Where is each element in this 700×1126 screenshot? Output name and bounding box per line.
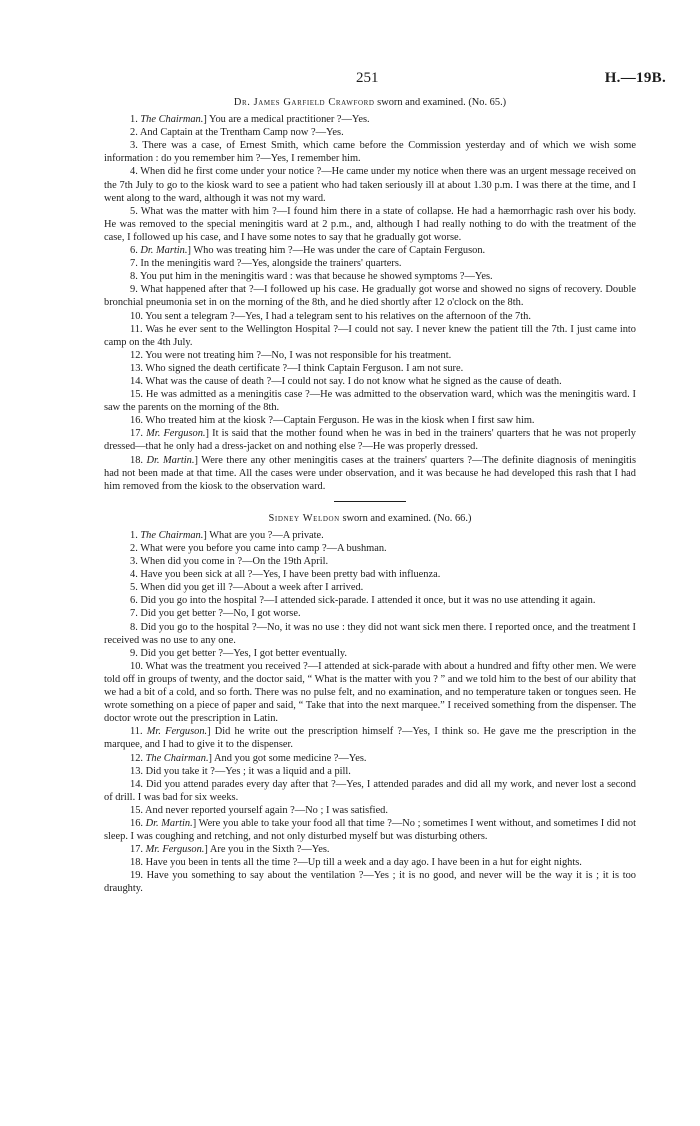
question-answer [104,270,636,283]
question-answer [104,165,636,204]
question-text: ] Did he write out the prescription himself ?—Yes, I think so. He gave me the prescription in the marquee, and I had to give it to the dispenser. [104,726,636,751]
question-answer [104,205,636,244]
question-number: 8. [130,621,138,633]
section-divider [334,501,406,502]
question-number: 5. [130,205,138,217]
page-number: 251 [356,70,379,86]
examiner-name: Dr. Martin. [145,817,193,829]
question-number: 14. [130,778,143,790]
question-number: 19. [130,870,143,882]
question-text: Have you been sick at all ?—Yes, I have been pretty bad with influenza. [140,569,441,581]
examiner-name: Mr. Ferguson. [146,726,208,738]
question-answer [104,310,636,323]
question-answer [104,244,636,257]
question-text: In the meningitis ward ?—Yes, alongside the trainers' quarters. [140,258,402,270]
question-number: 6. [130,595,138,607]
question-number: 4. [130,569,138,581]
witness-name: Dr. James Garfield Crawford [233,97,375,108]
question-answer [104,427,636,453]
question-text: Who signed the death certificate ?—I think Captain Ferguson. I am not sure. [145,362,464,374]
question-answer [104,804,636,817]
question-list [104,529,636,896]
question-number: 12. [130,349,143,361]
question-answer [104,454,636,493]
question-answer [104,568,636,581]
examiner-name: Mr. Ferguson. [145,844,205,856]
question-text: ] You are a medical practitioner ?—Yes. [203,114,370,126]
question-answer [104,660,636,725]
question-answer [104,542,636,555]
question-text: Did you get better ?—Yes, I got better eventually. [140,647,348,659]
question-number: 7. [130,608,138,620]
question-number: 1. [130,529,138,541]
question-text: Did you go into the hospital ?—I attended sick-parade. I attended it once, but it was no use attending it again. [140,595,596,607]
question-answer [104,349,636,362]
witness-heading [104,96,636,109]
witness-section-weldon [104,512,636,896]
question-text: ] Who was treating him ?—He was under the care of Captain Ferguson. [187,245,486,257]
witness-name: Sidney Weldon [268,512,340,524]
question-text: ] Were you able to take your food all that time ?—No ; sometimes I went without, and sometimes I did not sleep. I was coughing and retching, and not only disturbed myself but was disturbing others. [104,817,636,843]
question-answer [104,555,636,568]
question-number: 7. [130,258,138,270]
question-number: 16. [130,817,143,829]
question-text: ] Were there any other meningitis cases at the trainers' quarters ?—The definite diagnosis of meningitis had not been made at that time. All the cases were under observation, and it was because he had developed this rash that I had him removed from the kiosk to the observation ward. [104,454,636,492]
question-number: 10. [130,310,143,322]
question-number: 18. [130,857,143,869]
question-number: 9. [130,647,138,659]
question-text: Was he ever sent to the Wellington Hospital ?—I could not say. I never knew the patient till the 7th. I just came into camp on the 4th July. [104,323,636,348]
question-answer [104,126,636,139]
question-answer [104,817,636,843]
question-text: What happened after that ?—I followed up his case. He gradually got worse and showed no signs of recovery. Double bronchial pneumonia set in on the morning of the 8th, and he died shortly after 12 o'clock on the 8th. [104,284,636,309]
examiner-name: Dr. Martin. [140,245,188,257]
question-answer [104,375,636,388]
question-number: 3. [130,140,138,152]
question-answer [104,113,636,126]
question-number: 9. [130,284,138,296]
question-text: And Captain at the Trentham Camp now ?—Yes. [139,127,344,139]
question-number: 5. [130,582,138,594]
question-number: 18. [130,454,143,466]
question-answer [104,257,636,270]
question-text: Did you take it ?—Yes ; it was a liquid and a pill. [145,765,351,777]
question-number: 16. [130,415,143,427]
question-number: 11. [130,726,143,738]
witness-section-crawford [104,96,636,493]
question-list [104,113,636,493]
question-text: Did you go to the hospital ?—No, it was no use : they did not want sick men there. I reported once, and the treatment I received was no use to any one. [104,621,636,646]
question-text: What were you before you came into camp ?—A bushman. [140,543,387,554]
witness-heading [104,512,636,525]
question-answer [104,283,636,309]
question-text: What was the cause of death ?—I could not say. I do not know what he signed as the cause of death. [145,375,562,387]
question-text: Have you something to say about the ventilation ?—Yes ; it is no good, and never will be the way it is ; it is too draughty. [104,870,636,895]
question-text: ] And you got some medicine ?—Yes. [208,752,367,764]
question-number: 10. [130,660,143,672]
question-text: There was a case, of Ernest Smith, which came before the Commission yesterday and of which we wish some information : do you remember him ?—Yes, I remember him. [104,140,636,165]
question-answer [104,752,636,765]
question-number: 17. [130,428,143,440]
question-answer [104,529,636,542]
question-text: You were not treating him ?—No, I was not responsible for his treatment. [145,349,452,361]
question-number: 6. [130,245,138,257]
question-text: Have you been in tents all the time ?—Up till a week and a day ago. I have been in a hut for eight nights. [145,857,582,869]
question-answer [104,621,636,647]
question-text: When did you come in ?—On the 19th April. [140,556,329,568]
question-number: 4. [130,166,138,178]
question-answer [104,414,636,427]
examiner-name: The Chairman. [140,529,204,541]
question-answer [104,323,636,349]
examiner-name: Dr. Martin. [146,454,195,466]
question-text: You sent a telegram ?—Yes, I had a telegram sent to his relatives on the afternoon of the 7th. [145,310,531,322]
question-number: 1. [130,114,138,126]
examiner-name: The Chairman. [145,752,209,764]
question-text: What was the treatment you received ?—I attended at sick-parade with about a hundred and fifty other men. We were told off in groups of twenty, and the doctor said, “ What is the matter with you ? ” and we told him to the best of our ability that we had a bit of a cold, and so forth. There was no pulse felt, and no examination, and no temperature taken or tongues seen. He wrote something on a piece of paper and said, “ Take that into the next marquee.” I received something from the dispenser. The doctor wrote out the prescription in Latin. [104,660,636,725]
question-text: When did you get ill ?—About a week after I arrived. [140,582,364,594]
witness-heading-rest: sworn and examined. (No. 66.) [339,512,472,524]
examiner-name: Mr. Ferguson. [146,428,206,440]
question-answer [104,765,636,778]
question-number: 17. [130,844,143,856]
question-answer [104,362,636,375]
question-number: 8. [130,271,138,283]
question-number: 15. [130,389,143,401]
question-text: Did you get better ?—No, I got worse. [140,608,301,620]
question-text: ] What are you ?—A private. [203,529,324,541]
question-answer [104,856,636,869]
question-answer [104,594,636,607]
question-answer [104,139,636,165]
witness-heading-rest: sworn and examined. (No. 65.) [374,97,507,108]
question-answer [104,725,636,751]
question-answer [104,388,636,414]
question-number: 12. [130,752,143,764]
question-number: 14. [130,375,143,387]
question-text: When did he first come under your notice ?—He came under my notice when there was an urgent message received on the 7th July to go to the kiosk ward to see a patient who had taken seriously ill at about 1.30 p.m. I was there at the time, and I went along to the ward, although it was not my ward. [104,166,636,204]
question-answer [104,581,636,594]
question-text: ] It is said that the mother found when he was in bed in the trainers' quarters that he was not properly dressed—that he only had a dress-jacket on and nothing else ?—He was properly dressed. [104,428,636,453]
question-text: Did you attend parades every day after that ?—Yes, I attended parades and did all my work, and never lost a second of drill. I was bad for six weeks. [104,778,636,803]
question-number: 2. [130,543,138,554]
question-number: 3. [130,556,138,568]
question-text: He was admitted as a meningitis case ?—He was admitted to the observation ward, which was the meningitis ward. I saw the parents on the morning of the 8th. [104,389,636,414]
question-text: Who treated him at the kiosk ?—Captain Ferguson. He was in the kiosk when I first saw him. [145,415,535,427]
question-answer [104,778,636,804]
question-text: What was the matter with him ?—I found him there in a state of collapse. He had a hæmorrhagic rash over his body. He was removed to the special meningitis ward at 2 p.m., and, although I had really nothing to do with the treatment of the case, I followed up his case, and I have some notes to say that he gradually got worse. [104,205,636,243]
examiner-name: The Chairman. [140,114,204,126]
parliamentary-paper-reference: H.—19B. [604,70,666,86]
question-number: 11. [130,323,143,335]
question-text: You put him in the meningitis ward : was that because he showed symptoms ?—Yes. [140,271,493,283]
question-answer [104,607,636,620]
question-answer [104,843,636,856]
evidence-body [104,96,636,896]
question-answer [104,647,636,660]
question-number: 13. [130,765,143,777]
question-answer [104,869,636,895]
question-number: 2. [130,127,138,139]
question-number: 15. [130,804,143,816]
question-text: And never reported yourself again ?—No ; I was satisfied. [145,804,388,816]
question-number: 13. [130,362,143,374]
question-text: ] Are you in the Sixth ?—Yes. [204,844,330,856]
